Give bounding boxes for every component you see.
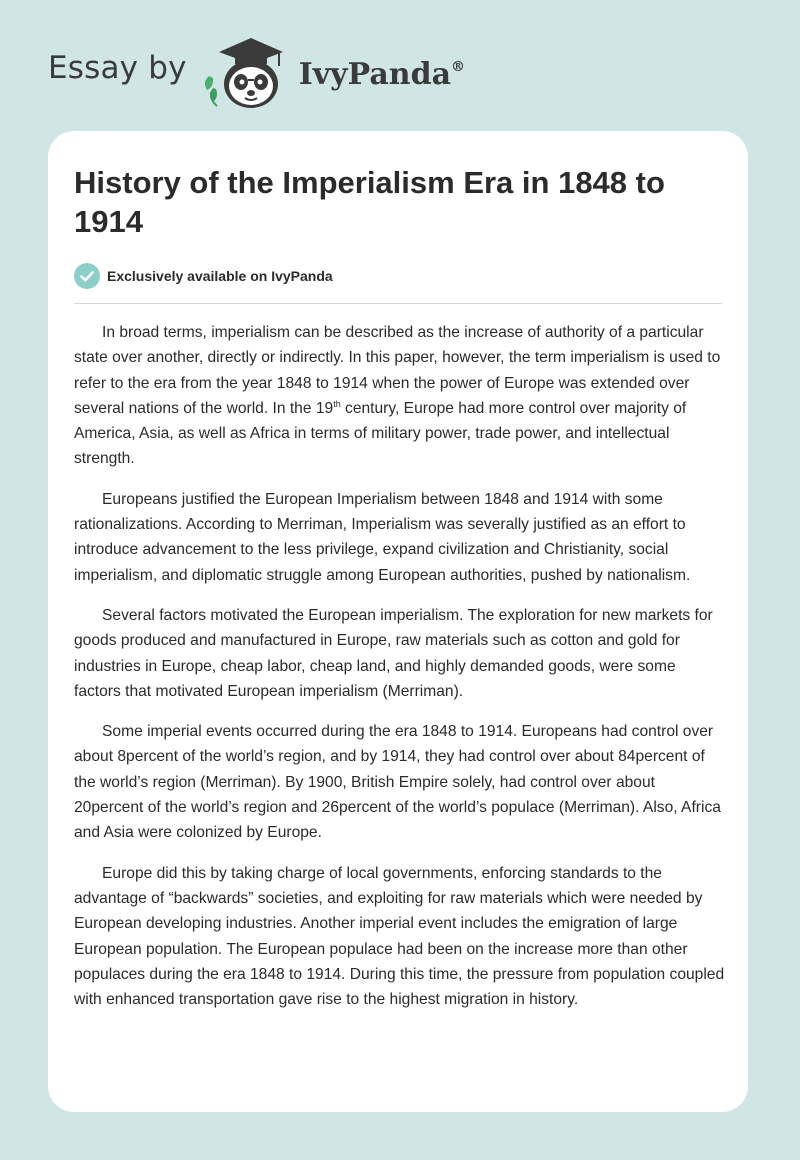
exclusive-badge	[74, 263, 333, 289]
essay-body	[74, 320, 726, 1027]
essay-by-label: Essay by	[48, 50, 187, 86]
site-header	[48, 32, 548, 112]
paragraph-5: Europe did this by taking charge of local governments, enforcing standards to the advantage of “backwards” societies, and exploiting for raw materials which were needed by European developing industries. Another imperial event includes the emigration of large European population. The European populace had been on the increase more than other populaces during the era 1848 to 1914. During this time, the pressure from population coupled with enhanced transportation gave rise to the highest migration in history.	[74, 864, 725, 1009]
paragraph-3: Several factors motivated the European imperialism. The exploration for new markets for goods produced and manufactured in Europe, raw materials such as cotton and gold for industries in Europe, cheap labor, cheap land, and highly demanded goods, were some factors that motivated European imperialism (Merriman).	[74, 606, 713, 700]
essay-card	[48, 131, 748, 1112]
paragraph-1: In broad terms, imperialism can be described as the increase of authority of a particular state over another, directly or indirectly. In this paper, however, the term imperialism is used to refer to the era from the year 1848 to 1914 when the power of Europe was extended over several nations of the world. In the 19th century, Europe had more control over majority of America, Asia, as well as Africa in terms of military power, trade power, and intellectual strength.	[74, 324, 721, 468]
registered-mark: ®	[451, 58, 466, 75]
brand-name[interactable]: IvyPanda®	[298, 56, 466, 92]
paragraph-2: Europeans justified the European Imperialism between 1848 and 1914 with some rationalizations. According to Merriman, Imperialism was severally justified as an effort to introduce advancement to the less privilege, expand civilization and Christianity, social imperialism, and diplomatic struggle among European authorities, pushed by nationalism.	[74, 490, 691, 584]
exclusive-label: Exclusively available on IvyPanda	[107, 268, 333, 284]
superscript-th: th	[333, 398, 341, 409]
paragraph-4: Some imperial events occurred during the era 1848 to 1914. Europeans had control over about 8percent of the world’s region, and by 1914, they had control over about 84percent of the world’s region (Merriman). By 1900, British Empire solely, had control over about 20percent of the world’s region and 26percent of the world’s populace (Merriman). Also, Africa and Asia were colonized by Europe.	[74, 723, 721, 842]
divider	[74, 303, 722, 304]
page-title: History of the Imperialism Era in 1848 to 1914	[74, 165, 665, 239]
ivypanda-logo-icon[interactable]	[199, 32, 295, 112]
checkmark-icon	[74, 263, 100, 289]
